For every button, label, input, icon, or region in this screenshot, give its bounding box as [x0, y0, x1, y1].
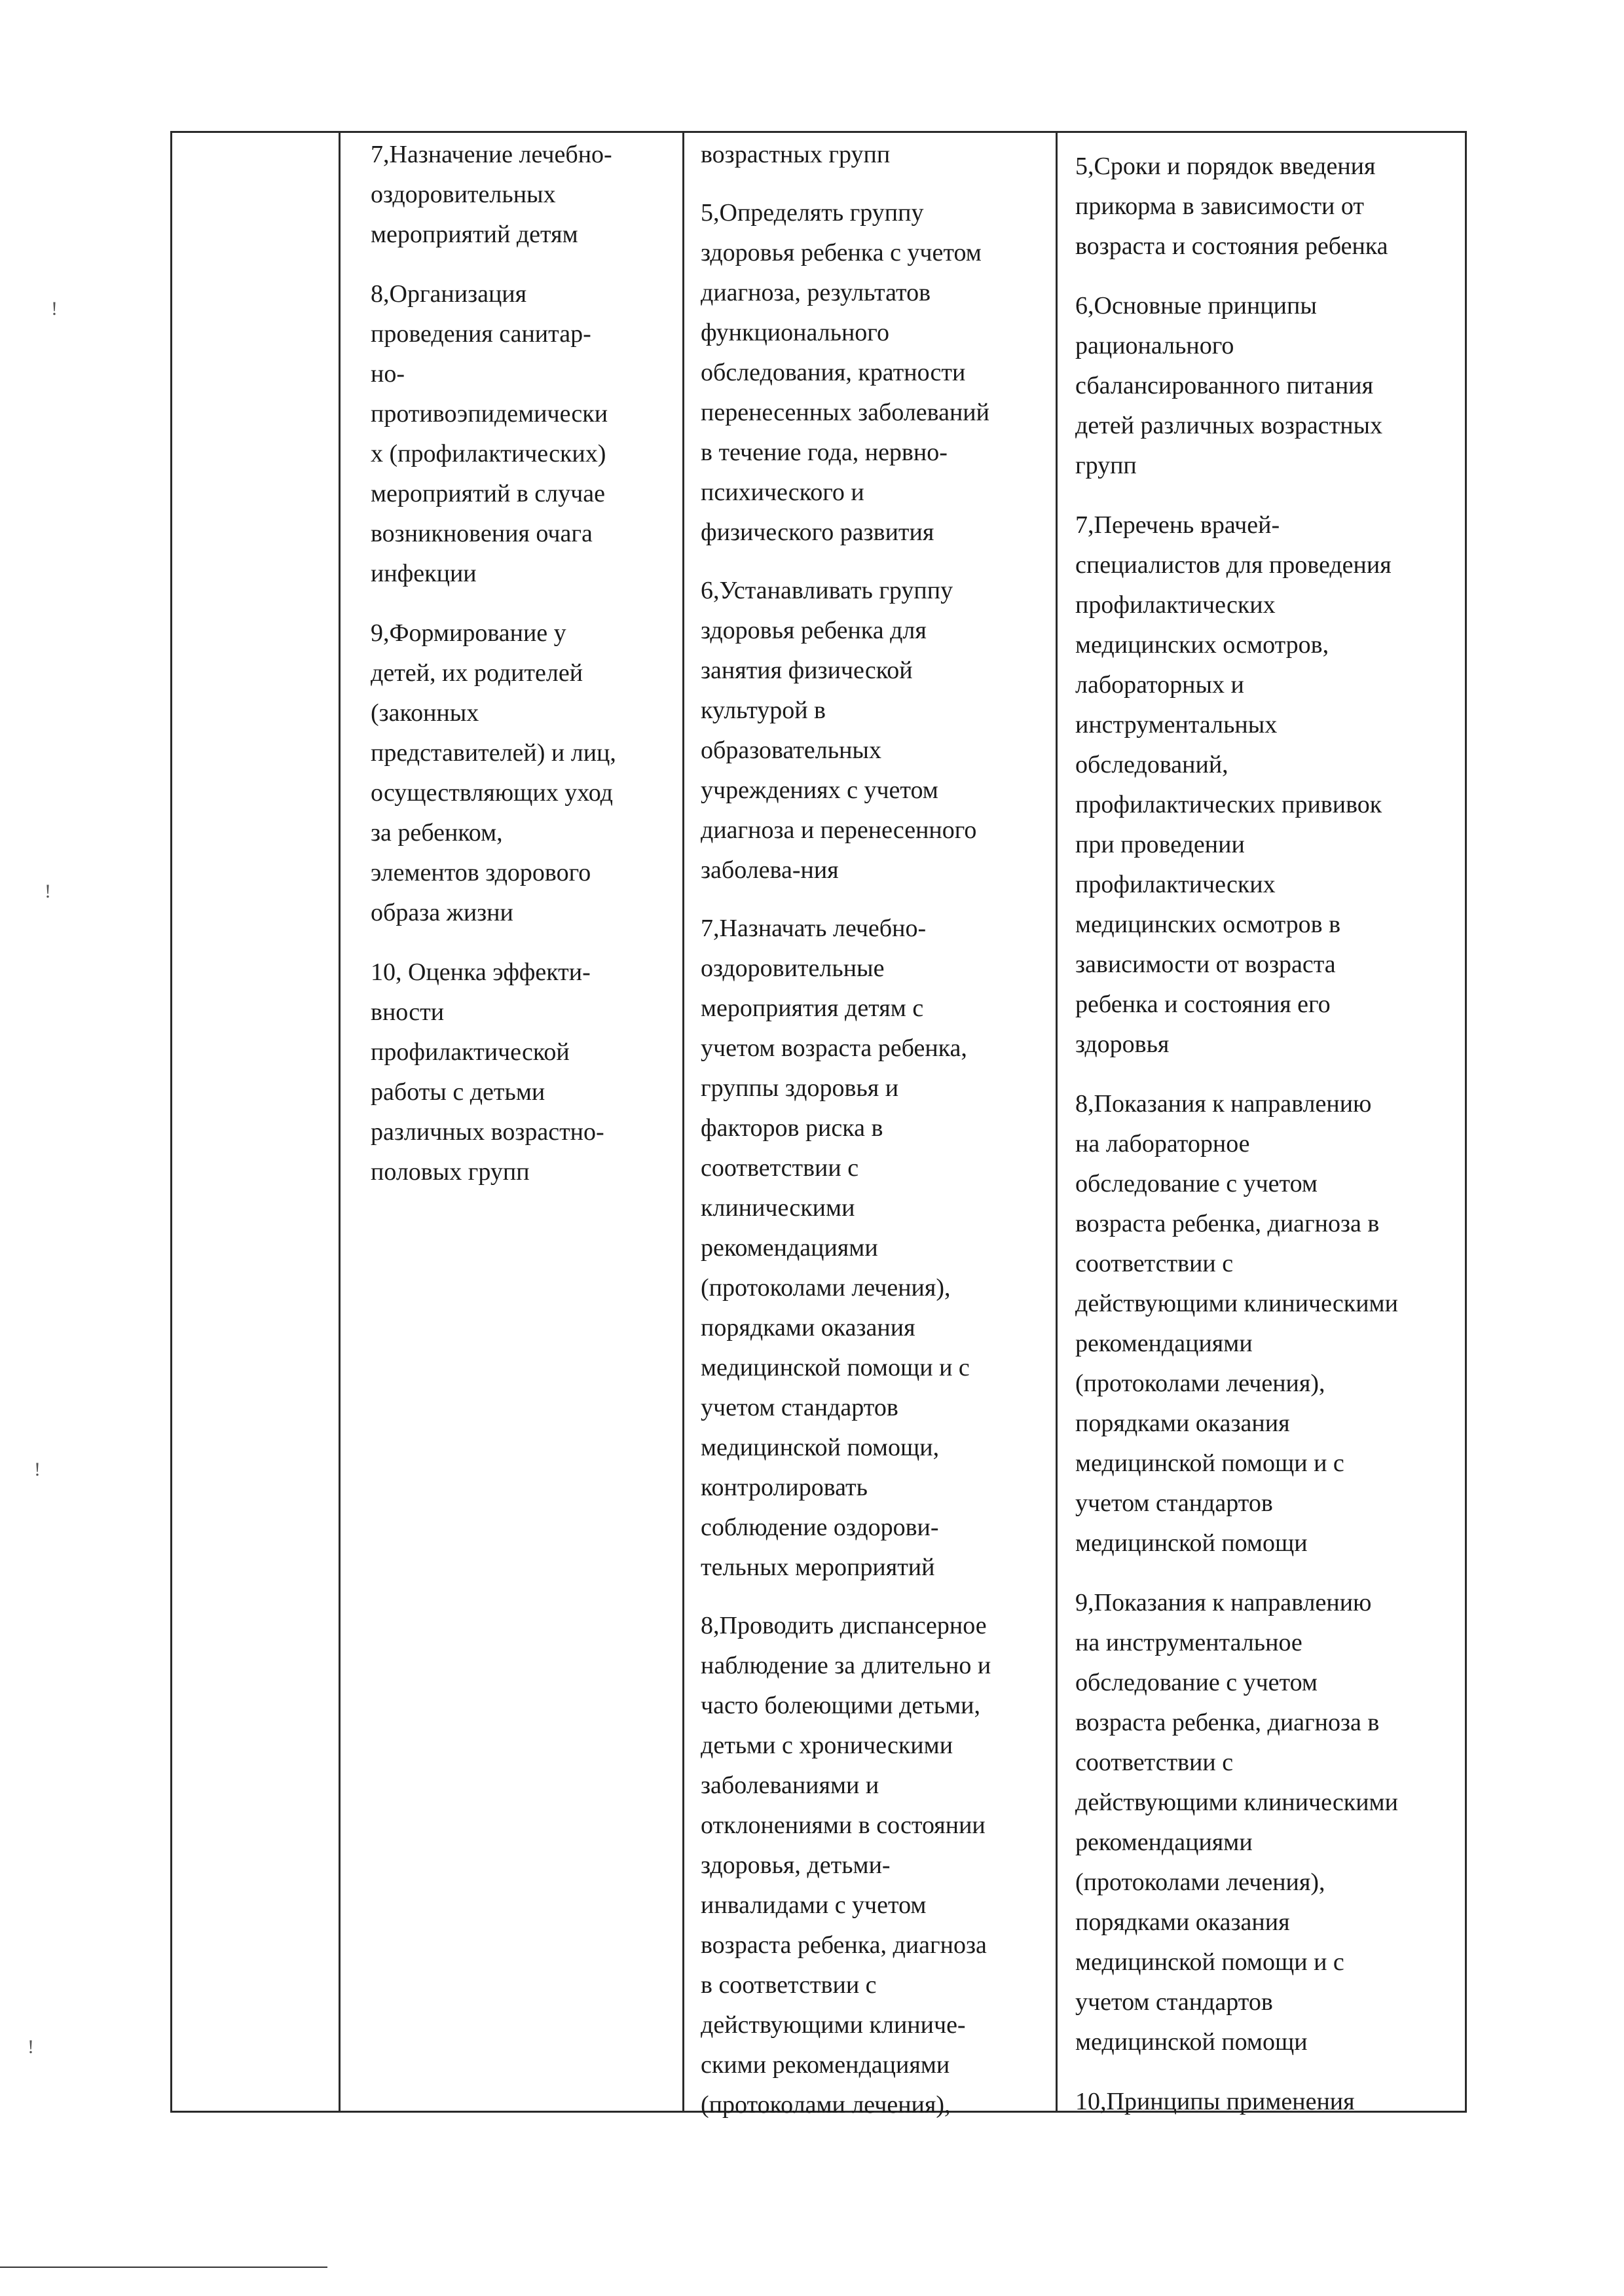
col4-item-8: 8,Показания к направлению на лабораторное обследование с учетом возраста ребенка, диагноза в соответствии с действующими клиническими рекомендациями (протоколами лечения), порядками оказания медицинской помощи и с учетом стандартов медицинской помощи	[1075, 1090, 1398, 1557]
column-divider-3	[1056, 131, 1058, 2113]
col3-item-7: 7,Назначать лечебно- оздоровительные мероприятия детям с учетом возраста ребенка, группы здоровья и факторов риска в соответствии с клиническими рекомендациями (протоколами лечения), порядками оказания медицинской помощи и с учетом стандартов медицинской помощи, контролировать соблюдение оздорови- тельных мероприятий	[701, 915, 970, 1581]
col4-item-9: 9,Показания к направлению на инструментальное обследование с учетом возраста ребенка, диагноза в соответствии с действующими клиническими рекомендациями (протоколами лечения), порядками оказания медицинской помощи и с учетом стандартов медицинской помощи	[1075, 1589, 1398, 2056]
table-right-border	[1465, 131, 1467, 2113]
column-2-cell	[371, 135, 678, 1192]
col4-item-7: 7,Перечень врачей- специалистов для проведения профилактических медицинских осмотров, лабораторных и инструментальных обследований, профилактических прививок при проведении профилактических медицинских осмотров в зависимости от возраста ребенка и состояния его здоровья	[1075, 511, 1392, 1058]
table-top-border	[170, 131, 1467, 133]
col4-item-5: 5,Сроки и порядок введения прикорма в зависимости от возраста и состояния ребенка	[1075, 153, 1388, 260]
col2-item-7: 7,Назначение лечебно- оздоровительных мероприятий детям	[371, 141, 612, 248]
margin-mark: !	[28, 2036, 34, 2058]
column-4-cell	[1075, 147, 1465, 2122]
column-1-cell	[172, 133, 339, 2111]
margin-mark: !	[45, 881, 51, 902]
col3-item-5: 5,Определять группу здоровья ребенка с учетом диагноза, результатов функционального обследования, кратности перенесенных заболеваний в течение года, нервно- психического и физического развития	[701, 199, 989, 546]
col2-item-10: 10, Оценка эффекти- вности профилактической работы с детьми различных возрастно- половых групп	[371, 958, 604, 1186]
margin-mark: !	[51, 298, 58, 319]
col3-continuation: возрастных групп	[701, 141, 891, 168]
col4-item-6: 6,Основные принципы рационального сбалансированного питания детей различных возрастных групп	[1075, 292, 1383, 479]
col3-item-6: 6,Устанавливать группу здоровья ребенка для занятия физической культурой в образовательных учреждениях с учетом диагноза и перенесенного заболева-ния	[701, 577, 977, 884]
col2-item-8: 8,Организация проведения санитар- но- противоэпидемически х (профилактических) мероприятий в случае возникновения очага инфекции	[371, 280, 608, 587]
col3-item-8: 8,Проводить диспансерное наблюдение за длительно и часто болеющими детьми, детьми с хроническими заболеваниями и отклонениями в состоянии здоровья, детьми- инвалидами с учетом возраста ребенка, диагноза в соответствии с действующими клиниче- скими рекомендациями (протоколами лечения),	[701, 1612, 991, 2119]
column-3-cell	[701, 135, 1054, 2125]
column-divider-2	[682, 131, 684, 2113]
column-divider-1	[339, 131, 341, 2113]
footnote-separator	[0, 2267, 327, 2268]
col2-item-9: 9,Формирование у детей, их родителей (законных представителей) и лиц, осуществляющих уход за ребенком, элементов здорового образа жизни	[371, 619, 616, 926]
col4-item-10: 10,Принципы применения	[1075, 2088, 1355, 2115]
margin-mark: !	[34, 1459, 41, 1480]
